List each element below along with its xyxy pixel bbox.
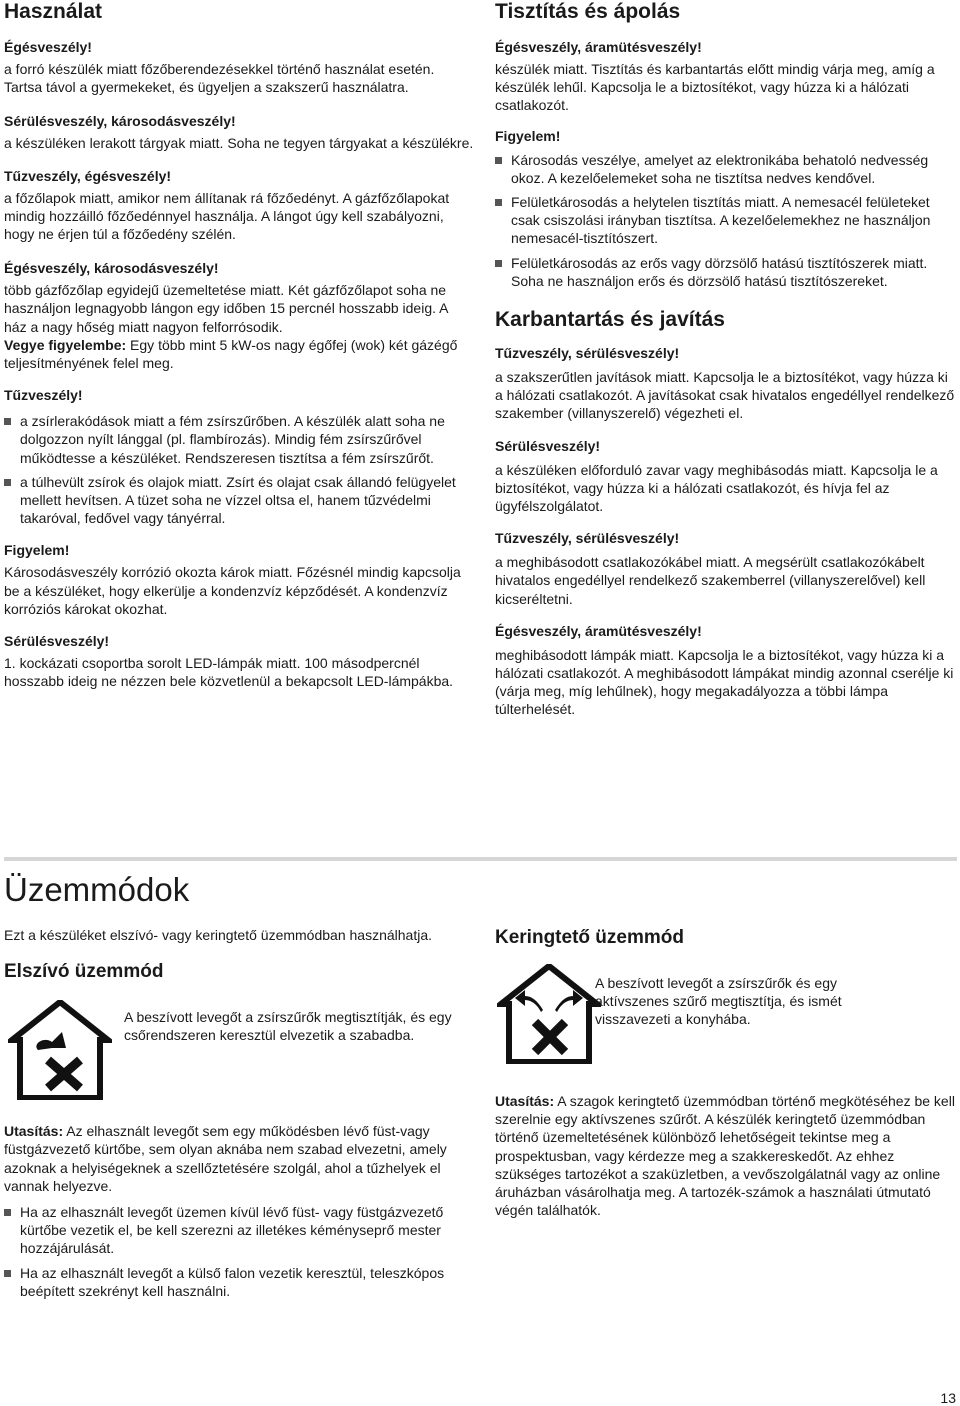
warning-injury: Sérülésveszély! (495, 437, 601, 454)
warning-burn-shock: Égésveszély, áramütésveszély! (495, 39, 702, 55)
warning-fire-injury: Tűzveszély, sérülésveszély! (495, 345, 680, 362)
warning-burn: Égésveszély! (4, 39, 92, 55)
recirculation-figure (495, 960, 957, 1080)
warning-injury-damage: Sérülésveszély, károsodásveszély! (4, 113, 236, 130)
recirculation-description: A beszívott levegőt a zsírszűrők és egy aktívszenes szűrő megtisztítja, és ismét visszavezeti a konyhába. (595, 975, 842, 1028)
maintenance-p5: a meghibásodott csatlakozókábel miatt. A megsérült csatlakozókábelt hivatalos engedéllyel rendelkező szakemberrel (villanyszerelővel) kell kicseréltetni. (495, 554, 926, 607)
cleaning-bullet-3: Felületkárosodás az erős vagy dörzsölő hatású tisztítószerek miatt. Soha ne használjon erős és dörzsölő hatású tisztítószereket. (495, 254, 957, 290)
cleaning-bullet-1: Károsodás veszélye, amelyet az elektronikába behatoló nedvesség okoz. A kezelőelemeket soha ne tisztítsa nedves kendővel. (495, 151, 957, 187)
warning-attention: Figyelem! (4, 542, 70, 559)
usage-p6: Károsodásveszély korrózió okozta károk miatt. Főzésnél mindig kapcsolja be a készüléket, hogy elkerülje a kondenzvíz képződését. A kondenzvíz korróziós károkat okozhat. (4, 564, 461, 617)
recirculation-mode-icon (497, 964, 601, 1064)
note-text: Egy több mint 5 kW-os nagy égőfej (wok) két gázégő teljesítményének felel meg. (4, 336, 458, 372)
recirculation-note-text: A szagok keringtető üzemmódban történő megkötéséhez be kell szerelnie egy aktívszenes szűrőt. A készülék keringtető üzemmódban történő üzemeltetésének különböző lehetőségeit tekintse meg a prospektusban, vagy kérdezze meg a szakkereskedőt. Az ehhez szükséges tartozékot a szaküzletben, a vevőszolgálatnál vagy az online áruházban vásárolhatja meg. A tartozék-számok a használati útmutató végén találhatók. (495, 1093, 955, 1219)
exhaust-note (4, 1122, 474, 1195)
usage-p3: a főzőlapok miatt, amikor nem állítanak rá főzőedényt. A gázfőzőlapokat mindig hozzáilló főzőedénnyel használja. A lángot úgy kell szabályozni, hogy ne érjen túl a főzőedény szélén. (4, 189, 450, 243)
exhaust-note-text: Az elhasznált levegőt sem egy működésben lévő füst-vagy füstgázvezető kürtőbe, sem olyan aknába nem szabad elvezetni, amely azoknak a helyiségeknek a szellőztetésére szolgál, ahol a tűzhelyek el vannak helyezve. (4, 1123, 447, 1194)
warning-fire-injury-2: Tűzveszély, sérülésveszély! (495, 530, 680, 547)
exhaust-title: Elszívó üzemmód (4, 961, 164, 983)
exhaust-description: A beszívott levegőt a zsírszűrők megtisztítják, és egy csőrendszeren keresztül elvezetik a szabadba. (124, 1009, 452, 1044)
usage-bullet-1: a zsírlerakódások miatt a fém zsírszűrőben. A készülék alatt soha ne dolgozzon nyílt lánggal (pl. flambírozás). Mindig fém zsírszűrővel működtesse a készüléket. Rendszeresen tisztítsa a fém zsírszűrőt. (4, 412, 474, 467)
warning-burn-damage: Égésveszély, károsodásveszély! (4, 260, 219, 277)
warning-fire-burn: Tűzveszély, égésveszély! (4, 167, 172, 184)
modes-intro: Ezt a készüléket elszívó- vagy keringtető üzemmódban használhatja. (4, 927, 433, 943)
usage-p4b (4, 336, 474, 372)
maintenance-p3: a szakszerűtlen javítások miatt. Kapcsolja le a biztosítékot, vagy húzza ki a hálózati csatlakozót. A javításokat csak hivatalos engedéllyel rendelkező szakember (villanyszerelő) végezheti el. (495, 369, 955, 422)
usage-column (4, 0, 474, 690)
modes-section (0, 862, 960, 1403)
usage-bullet-2: a túlhevült zsírok és olajok miatt. Zsírt és olajat csak állandó felügyelet mellett hevítsen. A tüzet soha ne vízzel oltsa el, hanem tűzvédelmi takaróval, fedővel vagy tányérral. (4, 473, 474, 528)
warning-attention: Figyelem! (495, 127, 561, 144)
exhaust-bullet-1: Ha az elhasznált levegőt üzemen kívül lévő füst- vagy füstgázvezető kürtőbe vezetik el, be kell szerezni az illetékes kéményseprő mester hozzájárulását. (4, 1203, 474, 1258)
section-divider (4, 857, 957, 861)
exhaust-mode-icon (8, 1000, 112, 1100)
recirculation-column (495, 926, 957, 1219)
cleaning-column (495, 0, 957, 719)
maintenance-p4: a készüléken előforduló zavar vagy meghibásodás miatt. Kapcsolja le a biztosítékot, vagy húzza ki a hálózati csatlakozót, és hívja fel az ügyfélszolgálatot. (495, 461, 938, 515)
maintenance-p6: meghibásodott lámpák miatt. Kapcsolja le a biztosítékot, vagy húzza ki a hálózati csatlakozót. A meghibásodott lámpákat mindig azonnal cserélje ki (várja meg, míg lehűlnek), hogy megakadályozza a többi lámpa túlterhelését. (495, 646, 954, 718)
page-number: 13 (940, 1390, 956, 1406)
usage-title: Használat (4, 0, 103, 23)
warning-burn-shock-2: Égésveszély, áramütésveszély! (495, 622, 702, 639)
recirculation-note (495, 1092, 957, 1219)
maintenance-title: Karbantartás és javítás (495, 308, 725, 332)
exhaust-note-label: Utasítás: (4, 1123, 64, 1140)
recirculation-title: Keringtető üzemmód (495, 927, 684, 948)
note-label: Vegye figyelembe: (4, 336, 127, 353)
usage-p1: a forró készülék miatt főzőberendezésekkel történő használat esetén. Tartsa távol a gyermekeket, és ügyeljen a szakszerű használatra. (4, 61, 435, 96)
warning-fire: Tűzveszély! (4, 387, 83, 404)
recirculation-note-label: Utasítás: (495, 1093, 555, 1109)
cleaning-bullet-2: Felületkárosodás a helytelen tisztítás miatt. A nemesacél felületeket csak csiszolási irányban tisztítsa. A kezelőelemekhez ne használjon nemesacél-tisztítószert. (495, 193, 957, 248)
cleaning-title: Tisztítás és ápolás (495, 0, 681, 23)
exhaust-column (4, 926, 474, 1300)
exhaust-bullet-2: Ha az elhasznált levegőt a külső falon vezetik keresztül, teleszkópos beépített szekrényt kell használni. (4, 1264, 474, 1300)
modes-title: Üzemmódok (4, 871, 190, 908)
usage-p2: a készüléken lerakott tárgyak miatt. Soha ne tegyen tárgyakat a készülékre. (4, 135, 474, 152)
usage-p7: 1. kockázati csoportba sorolt LED-lámpák miatt. 100 másodpercnél hosszabb ideig ne nézzen bele közvetlenül a bekapcsolt LED-lámpákba. (4, 655, 454, 690)
usage-p4: több gázfőzőlap egyidejű üzemeltetése miatt. Két gázfőzőlapot soha ne használjon legnagyobb lángon egy időben 15 percnél hosszabb ideig. A ház a nagy hőség miatt nagyon felforrósodik. (4, 282, 448, 335)
warning-injury: Sérülésveszély! (4, 633, 110, 650)
cleaning-p1: készülék miatt. Tisztítás és karbantartás előtt mindig várja meg, amíg a készülék lehűl. Kapcsolja le a biztosítékot, vagy húzza ki a hálózati csatlakozót. (495, 61, 935, 114)
exhaust-figure (4, 994, 474, 1114)
